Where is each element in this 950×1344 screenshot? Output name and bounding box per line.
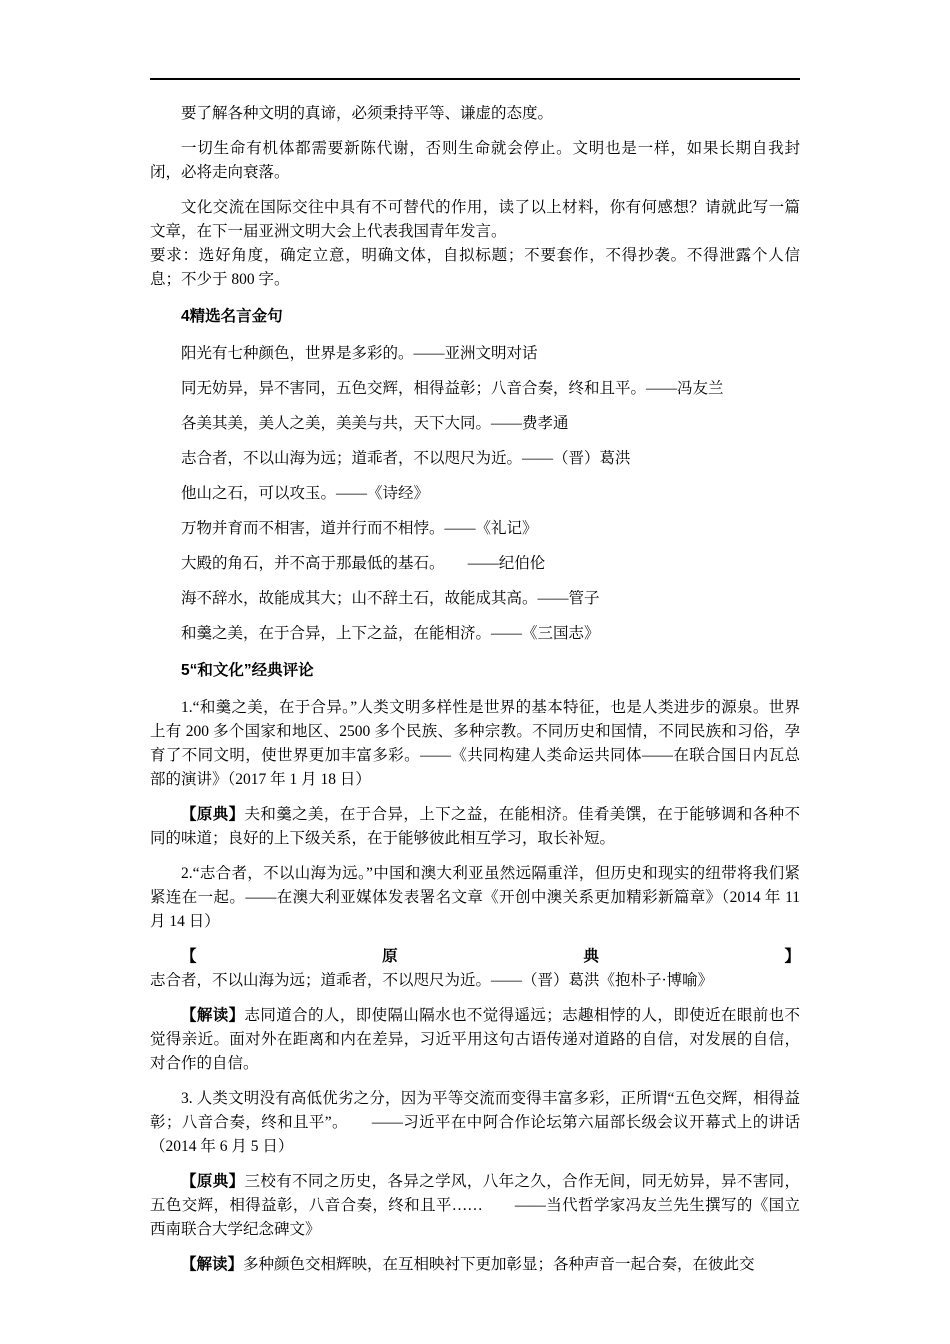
block-text: 2.“志合者，不以山海为远。”中国和澳大利亚虽然远隔重洋，但历史和现实的纽带将我们紧紧连在一起。——在澳大利亚媒体发表署名文章《开创中澳关系更加精彩新篇章》（2014 年 11 月 14 日） [150,865,800,930]
section-heading-5: 5“和文化”经典评论 [181,662,314,679]
block-text: 志同道合的人，即使隔山隔水也不觉得遥远；志趣相悖的人，即使近在眼前也不觉得亲近。面对外在距离和内在差异，习近平用这句古语传递对道路的自信，对发展的自信，对合作的自信。 [150,1007,800,1072]
block-text: 1.“和羹之美，在于合异。”人类文明多样性是世界的基本特征，也是人类进步的源泉。世界上有 200 多个国家和地区、2500 多个民族、多种宗教。不同历史和国情，不同民族和习俗，孕育了不同文明，使世界更加丰富多彩。——《共同构建人类命运共同体——在联合国日内瓦总部的演讲》（2017 年 1 月 18 日） [150,699,800,788]
block-text: 三校有不同之历史，各异之学风，八年之久，合作无间，同无妨异，异不害同，五色交辉，相得益彰，八音合奏，终和且平…… ——当代哲学家冯友兰先生撰写的《国立西南联合大学纪念碑文》 [150,1173,800,1238]
quote-line: 万物并育而不相害，道并行而不相悖。——《礼记》 [181,520,538,537]
comment-block [150,1087,800,1159]
top-divider [150,78,800,80]
block-label: 【原典】 [181,1173,245,1190]
quote-line: 阳光有七种颜色，世界是多彩的。——亚洲文明对话 [181,345,538,362]
block-text: 志合者，不以山海为远；道乖者，不以咫尺为近。——（晋）葛洪《抱朴子·博喻》 [150,972,714,989]
comment-block [150,803,800,851]
comment-block [150,945,800,993]
quote-line: 他山之石，可以攻玉。——《诗经》 [181,485,430,502]
quote-line: 同无妨异，异不害同，五色交辉，相得益彰；八音合奏，终和且平。——冯友兰 [181,380,724,397]
quote-line: 海不辞水，故能成其大；山不辞土石，故能成其高。——管子 [181,590,600,607]
comment-block [150,1170,800,1242]
quote-line: 各美其美，美人之美，美美与共，天下大同。——费孝通 [181,415,569,432]
intro-paragraph: 要了解各种文明的真谛，必须秉持平等、谦虚的态度。 [181,105,554,122]
block-label: 【解读】 [181,1007,245,1024]
block-text: 夫和羹之美，在于合异，上下之益，在能相济。佳肴美馔，在于能够调和各种不同的味道；良好的上下级关系，在于能够彼此相互学习，取长补短。 [150,806,800,847]
comment-block [150,1004,800,1076]
quote-line: 志合者，不以山海为远；道乖者，不以咫尺为近。——（晋）葛洪 [181,450,631,467]
quote-line: 和羹之美，在于合异，上下之益，在能相济。——《三国志》 [181,625,600,642]
block-text: 3. 人类文明没有高低优劣之分，因为平等交流而变得丰富多彩，正所谓“五色交辉，相得益彰；八音合奏，终和且平”。 ——习近平在中阿合作论坛第六届部长级会议开幕式上的讲话（2014 年 6 月 5 日） [150,1090,800,1155]
block-text: 多种颜色交相辉映，在互相映衬下更加彰显；各种声音一起合奏，在彼此交 [243,1256,755,1273]
intro-paragraph: 一切生命有机体都需要新陈代谢，否则生命就会停止。文明也是一样，如果长期自我封闭，必将走向衰落。 [150,140,800,181]
quote-line: 大殿的角石，并不高于那最低的基石。 ——纪伯伦 [181,555,546,572]
block-label: 【原典】 [181,806,245,823]
comment-block [150,1253,800,1277]
intro-paragraph: 文化交流在国际交往中具有不可替代的作用，读了以上材料，你有何感想？请就此写一篇文章，在下一届亚洲文明大会上代表我国青年发言。 [150,199,800,240]
requirements-paragraph: 要求：选好角度，确定立意，明确文体，自拟标题；不要套作，不得抄袭。不得泄露个人信息；不少于 800 字。 [150,247,800,288]
comment-block [150,696,800,792]
block-label: 【原典】 [181,948,800,965]
block-label: 【解读】 [181,1256,244,1273]
section-heading-4: 4精选名言金句 [181,308,283,325]
comment-block [150,862,800,934]
